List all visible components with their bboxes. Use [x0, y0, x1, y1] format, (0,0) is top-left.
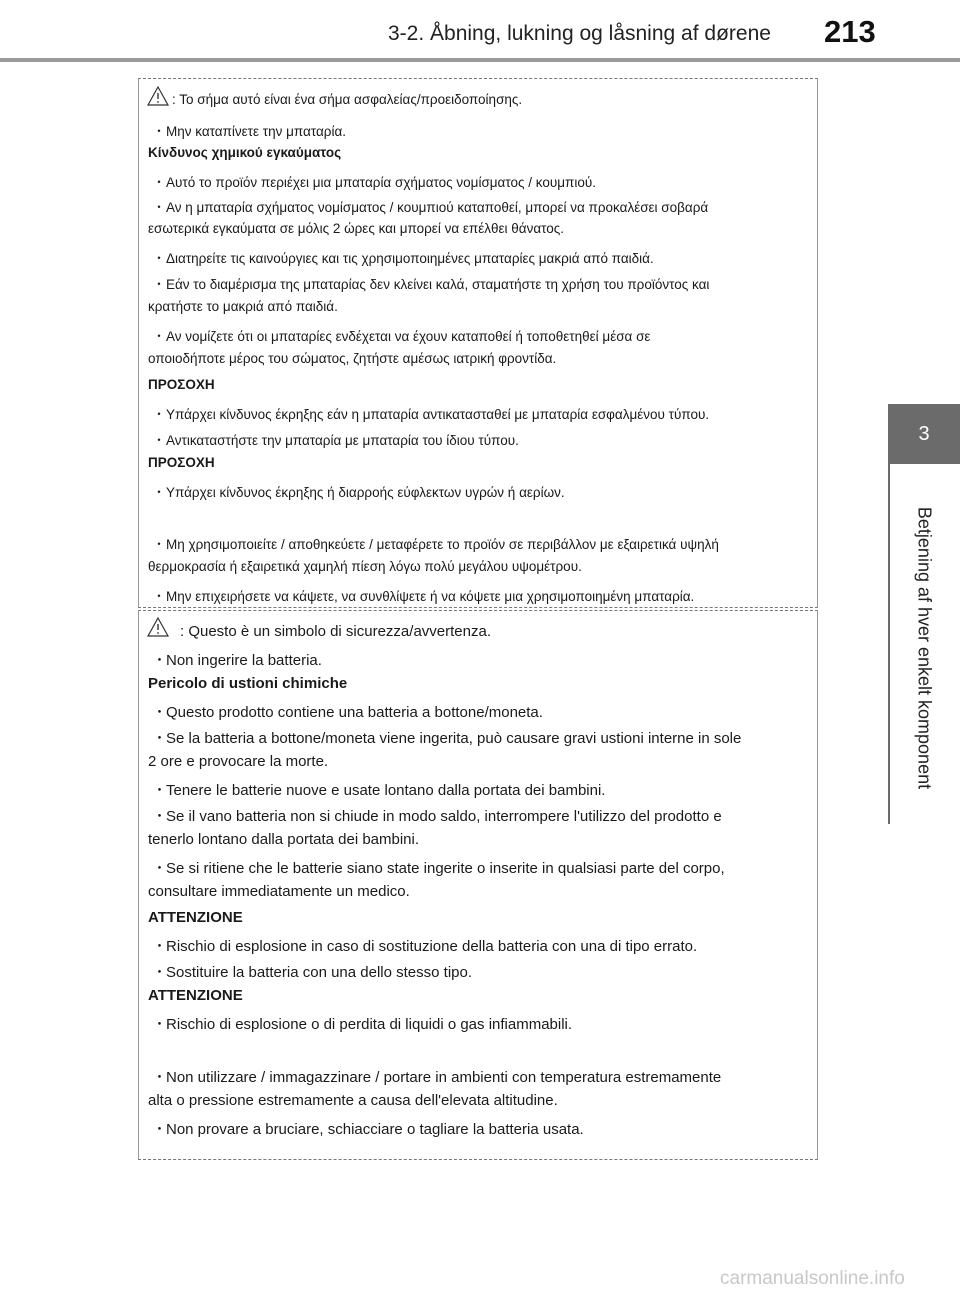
bullet-icon: ・: [152, 200, 166, 215]
warning-triangle-icon: [147, 86, 169, 106]
italian-line: ・Non provare a bruciare, schiacciare o tagliare la batteria usata.: [152, 1118, 584, 1139]
greek-warning-intro: : Το σήμα αυτό είναι ένα σήμα ασφαλείας/προειδοποίησης.: [172, 92, 523, 107]
bullet-icon: ・: [152, 175, 166, 190]
italian-line-cont: 2 ore e provocare la morte.: [148, 753, 329, 770]
bullet-icon: ・: [152, 433, 166, 448]
italian-line: ・Questo prodotto contiene una batteria a bottone/moneta.: [152, 701, 543, 722]
bullet-icon: ・: [152, 251, 166, 266]
italian-line: ・Rischio di esplosione o di perdita di liquidi o gas infiammabili.: [152, 1013, 572, 1034]
italian-heading: Pericolo di ustioni chimiche: [148, 675, 348, 692]
greek-line: ・Μην επιχειρήσετε να κάψετε, να συνθλίψετε ή να κόψετε μια χρησιμοποιημένη μπαταρία.: [152, 585, 694, 605]
bullet-icon: ・: [152, 537, 166, 552]
greek-line: ・Διατηρείτε τις καινούργιες και τις χρησιμοποιημένες μπαταρίες μακριά από παιδιά.: [152, 247, 654, 267]
italian-heading: ATTENZIONE: [148, 987, 243, 1004]
greek-line: ・Εάν το διαμέρισμα της μπαταρίας δεν κλείνει καλά, σταματήστε τη χρήση του προϊόντος και: [152, 273, 709, 293]
italian-line: ・Tenere le batterie nuove e usate lontano dalla portata dei bambini.: [152, 779, 605, 800]
greek-line: ・Μην καταπίνετε την μπαταρία.: [152, 120, 346, 140]
greek-heading: ΠΡΟΣΟΧΗ: [148, 377, 215, 392]
greek-line-cont: θερμοκρασία ή εξαιρετικά χαμηλή πίεση λόγω πολύ μεγάλου υψομέτρου.: [148, 559, 582, 574]
greek-line-cont: εσωτερικά εγκαύματα σε μόλις 2 ώρες και μπορεί να επέλθει θάνατος.: [148, 221, 565, 236]
italian-line-cont: consultare immediatamente un medico.: [148, 883, 410, 900]
bullet-icon: ・: [152, 652, 168, 669]
bullet-icon: ・: [152, 730, 168, 747]
italian-line: ・Non ingerire la batteria.: [152, 649, 322, 670]
italian-line: ・Rischio di esplosione in caso di sostituzione della batteria con una di tipo errato.: [152, 935, 697, 956]
bullet-icon: ・: [152, 938, 168, 955]
italian-line-cont: alta o pressione estremamente a causa dell'elevata altitudine.: [148, 1092, 558, 1109]
italian-line: ・Sostituire la batteria con una dello stesso tipo.: [152, 961, 472, 982]
bullet-icon: ・: [152, 277, 166, 292]
page-header: [0, 0, 960, 62]
bullet-icon: ・: [152, 704, 168, 721]
greek-heading: Κίνδυνος χημικού εγκαύματος: [148, 145, 342, 160]
bullet-icon: ・: [152, 589, 166, 604]
bullet-icon: ・: [152, 1016, 168, 1033]
bullet-icon: ・: [152, 124, 166, 139]
bullet-icon: ・: [152, 1121, 168, 1138]
header-rule: [0, 58, 960, 62]
greek-line: ・Υπάρχει κίνδυνος έκρηξης εάν η μπαταρία αντικατασταθεί με μπαταρία εσφαλμένου τύπου.: [152, 403, 709, 423]
bullet-icon: ・: [152, 860, 168, 877]
greek-line: ・Αν η μπαταρία σχήματος νομίσματος / κουμπιού καταποθεί, μπορεί να προκαλέσει σοβαρά: [152, 196, 708, 216]
italian-line-cont: tenerlo lontano dalla portata dei bambini.: [148, 831, 420, 848]
warning-triangle-icon: [147, 617, 169, 637]
greek-line: ・Υπάρχει κίνδυνος έκρηξης ή διαρροής εύφλεκτων υγρών ή αερίων.: [152, 481, 565, 501]
italian-warning-intro: : Questo è un simbolo di sicurezza/avvertenza.: [180, 623, 491, 640]
bullet-icon: ・: [152, 782, 168, 799]
page-number: 213: [824, 14, 876, 49]
italian-line: ・Non utilizzare / immagazzinare / portare in ambienti con temperatura estremamente: [152, 1066, 721, 1087]
bullet-icon: ・: [152, 329, 166, 344]
italian-line: ・Se la batteria a bottone/moneta viene ingerita, può causare gravi ustioni interne in sole: [152, 727, 741, 748]
italian-line: ・Se il vano batteria non si chiude in modo saldo, interrompere l'utilizzo del prodotto e: [152, 805, 722, 826]
chapter-tab-label: Betjening af hver enkelt komponent: [914, 506, 935, 790]
chapter-tab-number: 3: [888, 404, 960, 464]
greek-line: ・Αυτό το προϊόν περιέχει μια μπαταρία σχήματος νομίσματος / κουμπιού.: [152, 171, 596, 191]
greek-line: ・Μη χρησιμοποιείτε / αποθηκεύετε / μεταφέρετε το προϊόν σε περιβάλλον με εξαιρετικά υψηλή: [152, 533, 719, 553]
greek-heading: ΠΡΟΣΟΧΗ: [148, 455, 215, 470]
bullet-icon: ・: [152, 808, 168, 825]
bullet-icon: ・: [152, 485, 166, 500]
greek-line: ・Αν νομίζετε ότι οι μπαταρίες ενδέχεται να έχουν καταποθεί ή τοποθετηθεί μέσα σε: [152, 325, 650, 345]
italian-heading: ATTENZIONE: [148, 909, 243, 926]
watermark: carmanualsonline.info: [720, 1268, 905, 1289]
bullet-icon: ・: [152, 407, 166, 422]
greek-line-cont: οποιοδήποτε μέρος του σώματος, ζητήστε αμέσως ιατρική φροντίδα.: [148, 351, 557, 366]
italian-line: ・Se si ritiene che le batterie siano state ingerite o inserite in qualsiasi parte del corpo,: [152, 857, 725, 878]
greek-line-cont: κρατήστε το μακριά από παιδιά.: [148, 299, 338, 314]
greek-line: ・Αντικαταστήστε την μπαταρία με μπαταρία του ίδιου τύπου.: [152, 429, 519, 449]
bullet-icon: ・: [152, 1069, 168, 1086]
bullet-icon: ・: [152, 964, 168, 981]
section-title: 3-2. Åbning, lukning og låsning af dørene: [388, 22, 771, 45]
